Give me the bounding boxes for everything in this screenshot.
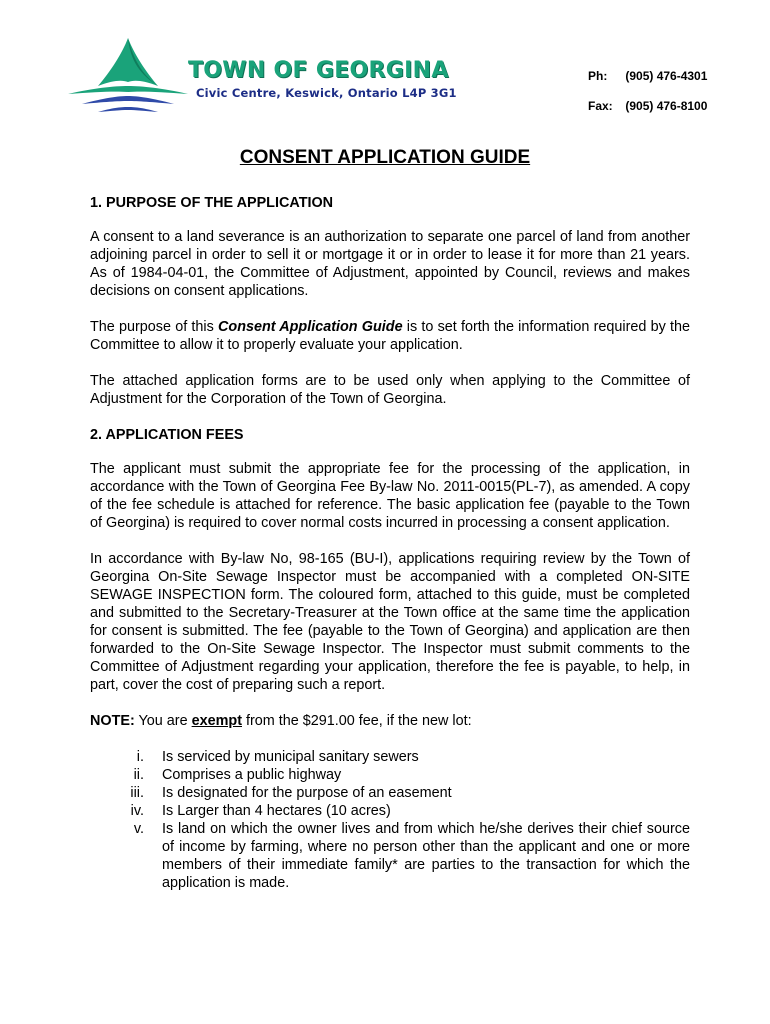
fees-paragraph-2: In accordance with By-law No, 98-165 (BU-I), applications requiring review by the Town of Georgina On-Site Sewage Inspector must be accompanied with a completed ON-SITE SEWAGE INSPECTION form. The coloured form, attached to this guide, must be completed and submitted to the Secretary-Treasurer at the Town office at the same time the application for consent is submitted. The fee (payable to the Town of Georgina) and application are then forwarded to the On-Site Sewage Inspector. The Inspector must submit comments to the Committee of Adjustment regarding your application, therefore the fee is payable, to help, in part, cover the cost of preparing such a report.	[90, 551, 690, 693]
list-item-text: Is serviced by municipal sanitary sewers	[162, 749, 419, 765]
list-item-number: ii.	[133, 767, 144, 783]
phone-number: (905) 476-4301	[625, 69, 708, 83]
section-heading-purpose: 1. PURPOSE OF THE APPLICATION	[90, 195, 334, 211]
note-pre: You are	[134, 713, 192, 729]
list-item-number: v.	[133, 821, 144, 837]
list-item	[90, 802, 690, 820]
note-post: from the $291.00 fee, if the new lot:	[242, 713, 472, 729]
list-item	[90, 766, 690, 784]
sail-logo-icon	[64, 36, 192, 116]
list-item-text: Comprises a public highway	[162, 767, 342, 783]
list-item-number: i.	[136, 749, 144, 765]
purpose-paragraph-3: The attached application forms are to be used only when applying to the Committee of Adjustment for the Corporation of the Town of Georgina.	[90, 373, 690, 407]
p2-pre: The purpose of this	[90, 319, 219, 335]
section-heading-fees: 2. APPLICATION FEES	[90, 427, 244, 443]
list-item-text: Is designated for the purpose of an easement	[162, 785, 452, 801]
purpose-paragraph-2	[90, 318, 690, 354]
list-item-text: Is Larger than 4 hectares (10 acres)	[162, 803, 391, 819]
list-item-number: iii.	[130, 785, 144, 801]
phone-label: Ph:	[588, 69, 608, 83]
fax-label: Fax:	[588, 99, 613, 113]
exemption-list	[90, 748, 690, 892]
guide-name-emphasis: Consent Application Guide	[218, 319, 403, 335]
list-item	[90, 820, 690, 892]
list-item	[90, 784, 690, 802]
exemption-note	[90, 712, 690, 730]
note-label: NOTE:	[90, 713, 135, 729]
purpose-paragraph-1: A consent to a land severance is an authorization to separate one parcel of land from another adjoining parcel in order to sell it or mortgage it or in order to lease it for more than 21 years. As of 1984-04-01, the Committee of Adjustment, appointed by Council, reviews and makes decisions on consent applications.	[90, 229, 690, 299]
document-title: CONSENT APPLICATION GUIDE	[239, 147, 531, 168]
list-item-number: iv.	[130, 803, 144, 819]
exempt-emphasis: exempt	[191, 713, 242, 729]
fees-paragraph-1: The applicant must submit the appropriate fee for the processing of the application, in accordance with the Town of Georgina Fee By-law No. 2011-0015(PL-7), as amended. A copy of the fee schedule is attached for reference. The basic application fee (payable to the Town of Georgina) is required to cover normal costs incurred in processing a consent application.	[90, 461, 690, 531]
fax-number: (905) 476-8100	[625, 99, 708, 113]
org-name: TOWN OF GEORGINA	[188, 58, 449, 83]
document-body	[90, 194, 690, 892]
list-item-text: Is land on which the owner lives and from which he/she derives their chief source of income by farming, where no person other than the applicant and one or more members of their immediate family* are parties to the transaction for which the application is made.	[162, 821, 690, 891]
phone-line	[588, 69, 707, 83]
org-address: Civic Centre, Keswick, Ontario L4P 3G1	[196, 86, 457, 100]
fax-line	[588, 99, 707, 113]
p2-post: is to set forth the information required by the Committee to allow it to properly evaluate your application.	[90, 319, 690, 353]
list-item	[90, 748, 690, 766]
